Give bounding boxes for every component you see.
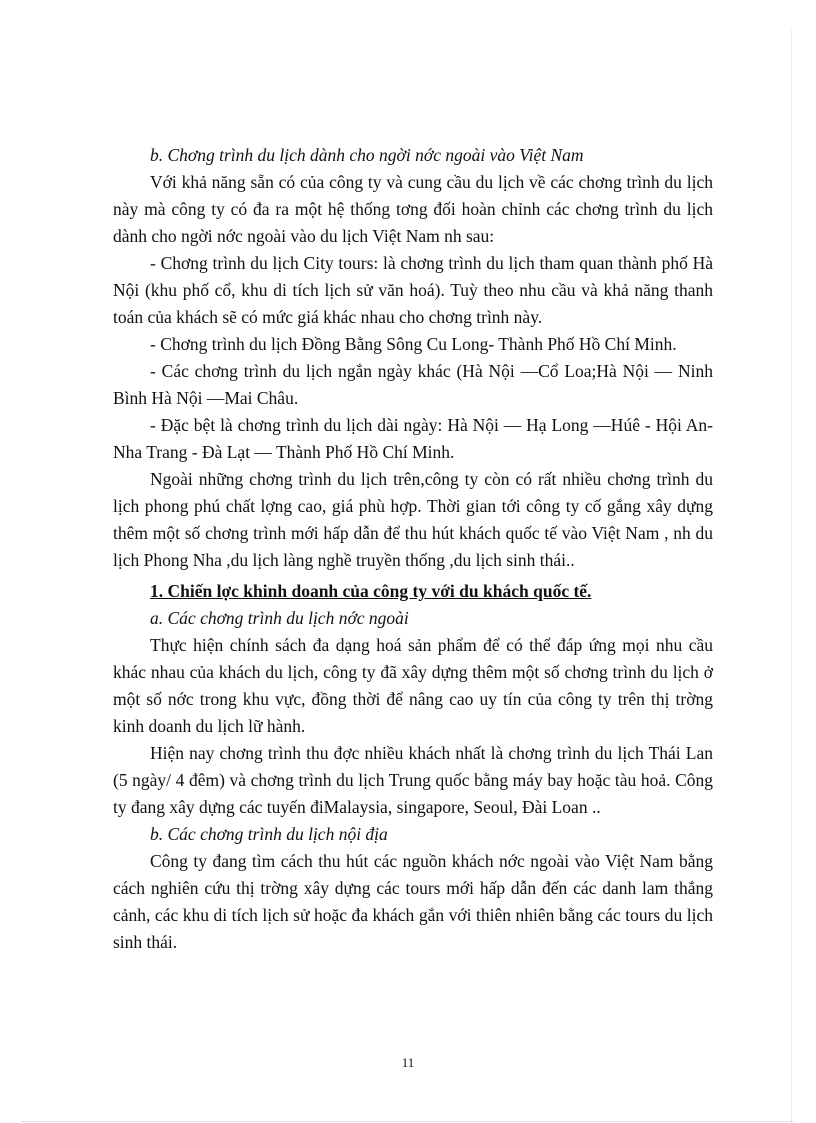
section-heading: 1. Chiến lợc khinh doanh của công ty với du khách quốc tế. — [150, 581, 592, 601]
subheading-outbound-tours: a. Các chơng trình du lịch nớc ngoài — [150, 608, 409, 628]
page-border-bottom — [22, 1121, 794, 1122]
paragraph: Với khả năng sẵn có của công ty và cung cầu du lịch về các chơng trình du lịch này mà công ty có đa ra một hệ thống tơng đối hoàn chỉnh các chơng trình du lịch dành cho ngời nớc ngoài vào du lịch Việt Nam nh sau: — [113, 172, 713, 246]
subheading-foreign-tours: b. Chơng trình du lịch dành cho ngời nớc ngoài vào Việt Nam — [150, 145, 584, 165]
paragraph: Công ty đang tìm cách thu hút các nguồn khách nớc ngoài vào Việt Nam bằng cách nghiên cứu thị trờng xây dựng các tours mới hấp dẫn đến các danh lam thắng cảnh, các khu di tích lịch sử hoặc đa khách gắn với thiên nhiên bằng các tours du lịch sinh thái. — [113, 851, 713, 952]
list-item: - Đặc bệt là chơng trình du lịch dài ngày: Hà Nội — Hạ Long —Húê - Hội An-Nha Trang - Đà Lạt — Thành Phố Hồ Chí Minh. — [113, 415, 713, 462]
document-body — [113, 142, 713, 956]
list-item: - Các chơng trình du lịch ngắn ngày khác (Hà Nội —Cổ Loa;Hà Nội — Ninh Bình Hà Nội —Mai Châu. — [113, 361, 713, 408]
paragraph: Ngoài những chơng trình du lịch trên,công ty còn có rất nhiều chơng trình du lịch phong phú chất lợng cao, giá phù hợp. Thời gian tới công ty cố gắng xây dựng thêm một số chơng trình mới hấp dẫn để thu hút khách quốc tế vào Việt Nam , nh du lịch Phong Nha ,du lịch làng nghề truyền thống ,du lịch sinh thái.. — [113, 469, 713, 570]
page-border-right — [791, 30, 792, 1121]
list-item: - Chơng trình du lịch Đồng Bằng Sông Cu Long- Thành Phố Hồ Chí Minh. — [150, 334, 677, 354]
paragraph: Hiện nay chơng trình thu đợc nhiều khách nhất là chơng trình du lịch Thái Lan (5 ngày/ 4 đêm) và chơng trình du lịch Trung quốc bằng máy bay hoặc tàu hoả. Công ty đang xây dựng các tuyến điMalaysia, singapore, Seoul, Đài Loan .. — [113, 743, 713, 817]
subheading-domestic-tours: b. Các chơng trình du lịch nội địa — [150, 824, 388, 844]
list-item: - Chơng trình du lịch City tours: là chơng trình du lịch tham quan thành phố Hà Nội (khu phố cổ, khu di tích lịch sử văn hoá). Tuỳ theo nhu cầu và khả năng thanh toán của khách sẽ có mức giá khác nhau cho chơng trình này. — [113, 253, 713, 327]
page-number: 11 — [401, 1055, 415, 1070]
paragraph: Thực hiện chính sách đa dạng hoá sản phẩm để có thể đáp ứng mọi nhu cầu khác nhau của khách du lịch, công ty đã xây dựng thêm một số chơng trình du lịch ở một số nớc trong khu vực, đồng thời để nâng cao uy tín của công ty trên thị trờng kinh doanh du lịch lữ hành. — [113, 635, 713, 736]
